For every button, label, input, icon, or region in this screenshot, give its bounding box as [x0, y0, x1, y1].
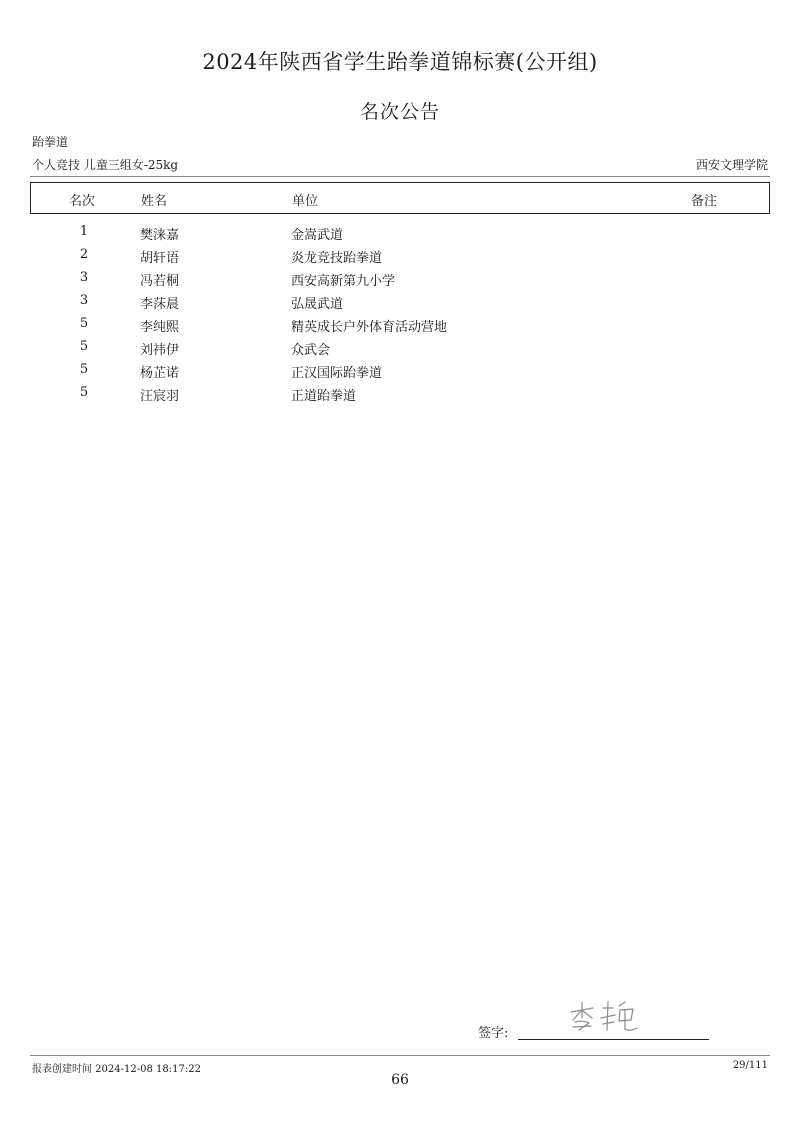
sport-label: 跆拳道 [32, 135, 69, 149]
table-row [30, 360, 770, 383]
header-unit: 单位 [292, 194, 319, 209]
unit-cell: 炎龙竞技跆拳道 [291, 251, 383, 266]
table-header [30, 182, 770, 214]
rank-cell: 3 [79, 293, 89, 308]
bottom-divider [30, 1055, 770, 1056]
unit-cell: 西安高新第九小学 [291, 274, 396, 289]
name-cell: 刘祎伊 [140, 343, 180, 358]
rank-cell: 5 [79, 316, 89, 331]
unit-cell: 弘晟武道 [291, 297, 344, 312]
table-row [30, 291, 770, 314]
signature-line [518, 1039, 709, 1040]
unit-cell: 正汉国际跆拳道 [291, 366, 383, 381]
table-row [30, 245, 770, 268]
table-row [30, 222, 770, 245]
name-cell: 李莯晨 [140, 297, 180, 312]
rank-cell: 5 [79, 385, 89, 400]
rank-cell: 1 [79, 224, 89, 239]
header-rank: 名次 [69, 194, 96, 209]
unit-cell: 正道跆拳道 [291, 389, 357, 404]
table-row [30, 337, 770, 360]
rank-cell: 2 [79, 247, 89, 262]
document-subtitle: 名次公告 [359, 101, 440, 123]
header-name: 姓名 [141, 194, 168, 209]
rank-cell: 3 [79, 270, 89, 285]
unit-cell: 金嵩武道 [291, 228, 344, 243]
name-cell: 胡轩语 [140, 251, 180, 266]
results-table [30, 222, 770, 406]
handwritten-signature [565, 996, 645, 1036]
document-title: 2024年陕西省学生跆拳道锦标赛(公开组) [202, 50, 598, 74]
table-row [30, 383, 770, 406]
unit-cell: 精英成长户外体育活动营地 [291, 320, 448, 335]
event-label: 个人竞技 儿童三组女-25kg [32, 158, 179, 172]
page-count: 29/111 [732, 1060, 768, 1071]
name-cell: 汪宸羽 [140, 389, 180, 404]
name-cell: 樊涞嘉 [140, 228, 180, 243]
venue-label: 西安文理学院 [695, 158, 768, 172]
unit-cell: 众武会 [291, 343, 331, 358]
name-cell: 冯若桐 [140, 274, 180, 289]
top-divider [30, 176, 770, 177]
rank-cell: 5 [79, 339, 89, 354]
header-note: 备注 [691, 194, 718, 209]
table-row [30, 314, 770, 337]
name-cell: 杨芷诺 [140, 366, 180, 381]
name-cell: 李纯熙 [140, 320, 180, 335]
signature-label: 签字: [478, 1026, 509, 1041]
report-created-time: 报表创建时间 2024-12-08 18:17:22 [32, 1064, 201, 1075]
page-number: 66 [391, 1072, 409, 1088]
table-row [30, 268, 770, 291]
rank-cell: 5 [79, 362, 89, 377]
